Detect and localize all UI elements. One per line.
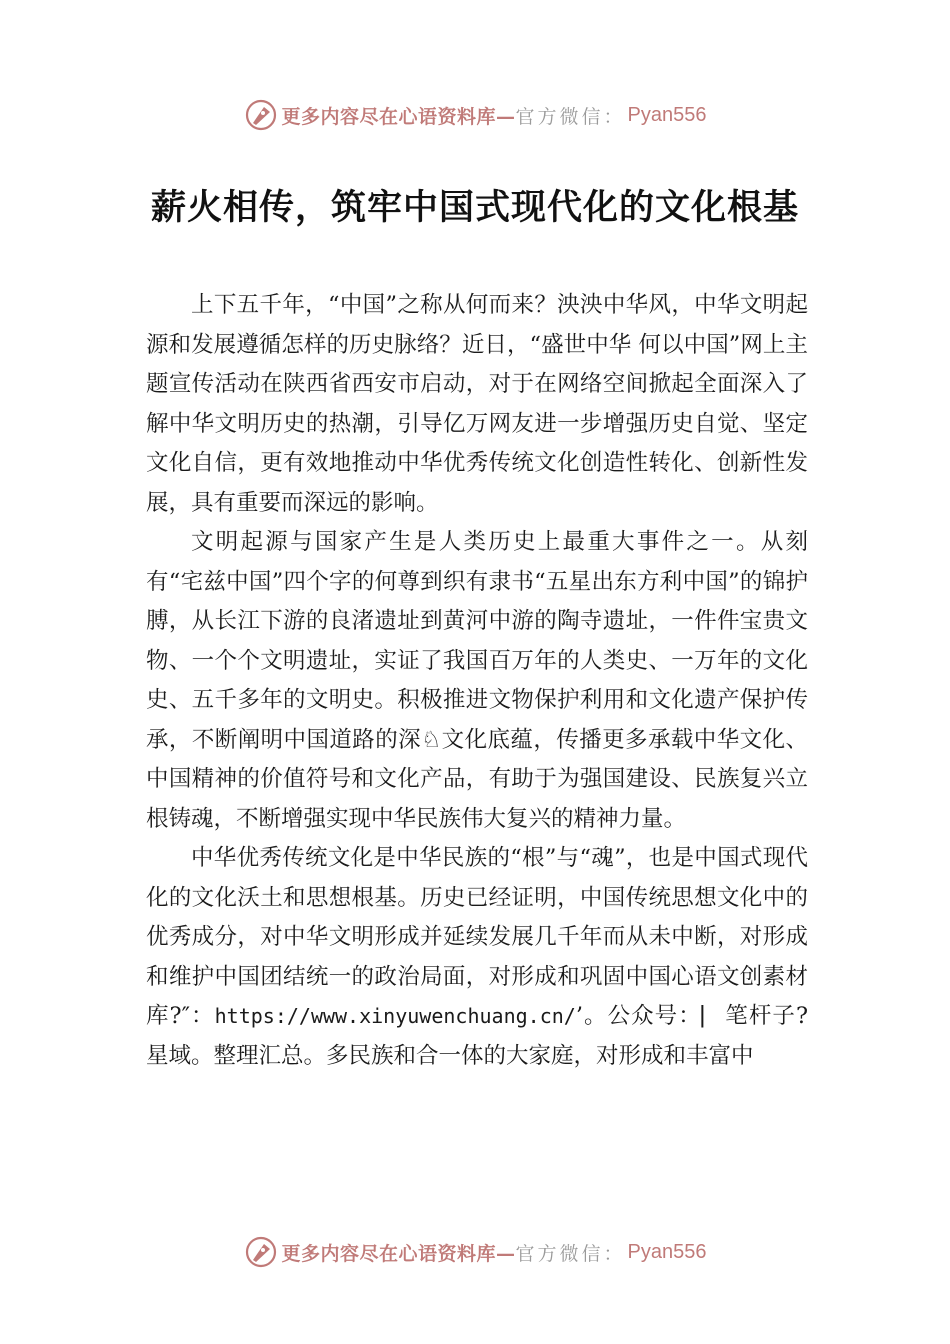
banner-wechat-label: 官方微信： — [515, 1242, 626, 1265]
footer-banner — [0, 1230, 950, 1274]
header-banner — [0, 93, 950, 137]
paragraph-3 — [146, 839, 808, 1076]
pen-nib-logo-icon — [244, 98, 278, 132]
banner-wechat-id: Pyan556 — [627, 1240, 707, 1263]
page-title: 薪火相传，筑牢中国式现代化的文化根基 — [150, 188, 799, 228]
paragraph-2: 文明起源与国家产生是人类历史上最重大事件之一。从刻有“宅兹中国”四个字的何尊到织有隶书“五星出东方利中国”的锦护膊，从长江下游的良渚遗址到黄河中游的陶寺遗址，一件件宝贵文物、一个个文明遗址，实证了我国百万年的人类史、一万年的文化史、五千多年的文明史。积极推进文物保护利用和文化遗产保护传承，不断阐明中国道路的深♘文化底蕴，传播更多承载中华文化、中国精神的价值符号和文化产品，有助于为强国建设、民族复兴立根铸魂，不断增强实现中华民族伟大复兴的精神力量。 — [146, 529, 808, 832]
paragraph-3-part-b: ’。公众号：⎸笔杆子?星域。整理汇总。多民族和合一体的大家庭，对形成和丰富中 — [146, 1003, 809, 1069]
banner-text: 更多内容尽在心语资料库— — [281, 1242, 516, 1265]
banner-wechat-label: 官方微信： — [515, 105, 626, 128]
pen-nib-logo-icon — [244, 1235, 278, 1269]
article-body — [146, 286, 808, 1076]
watermark-url: https://www.xinyuwenchuang.cn/ — [214, 1004, 576, 1028]
paragraph-1: 上下五千年，“中国”之称从何而来？泱泱中华风，中华文明起源和发展遵循怎样的历史脉络？近日，“盛世中华 何以中国”网上主题宣传活动在陕西省西安市启动，对于在网络空间掀起全面深入了解中华文明历史的热潮，引导亿万网友进一步增强历史自觉、坚定文化自信，更有效地推动中华优秀传统文化创造性转化、创新性发展，具有重要而深远的影响。 — [146, 292, 808, 516]
banner-wechat-id: Pyan556 — [627, 103, 707, 126]
banner-text: 更多内容尽在心语资料库— — [281, 105, 516, 128]
paragraph-3-part-a: 中华优秀传统文化是中华民族的“根”与“魂”，也是中国式现代化的文化沃土和思想根基。历史已经证明，中国传统思想文化中的优秀成分，对中华文明形成并延续发展几千年而从未中断，对形成和维护中国团结统一的政治局面，对形成和巩固中国心语文创素材库?″： — [146, 845, 808, 1029]
